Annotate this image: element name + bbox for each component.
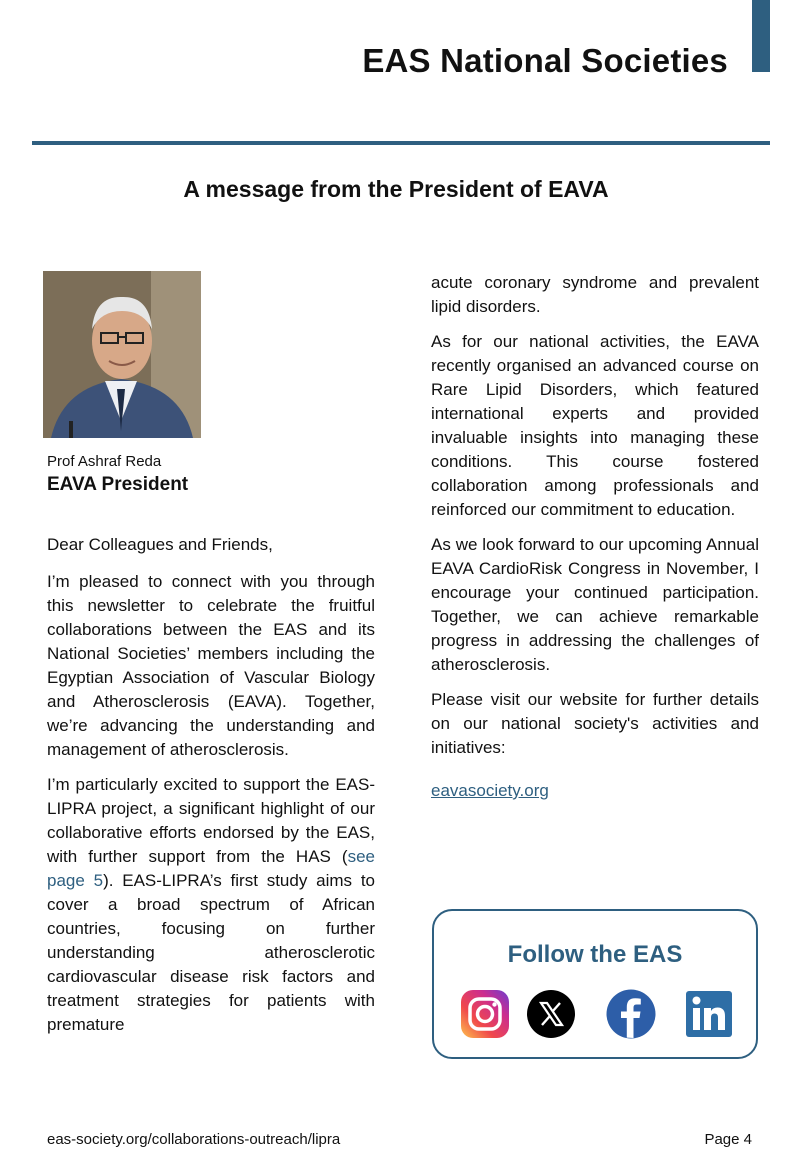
page-header-title: EAS National Societies: [362, 42, 728, 79]
congress-paragraph: As we look forward to our upcoming Annual EAVA CardioRisk Congress in November, I encourage your continued participation. Together, we can achieve remarkable progress in addressing the challenges of atherosclerosis.: [431, 535, 759, 674]
footer-url[interactable]: eas-society.org/collaborations-outreach/lipra: [47, 1131, 341, 1148]
x-icon[interactable]: [526, 989, 576, 1039]
corner-accent-bar: [752, 0, 770, 72]
website-link[interactable]: eavasociety.org: [431, 781, 549, 800]
greeting: Dear Colleagues and Friends,: [47, 535, 273, 554]
activities-paragraph: As for our national activities, the EAVA recently organised an advanced course on Rare Lipid Disorders, which featured international experts and provided invaluable insights into managing these conditions. This course fostered collaboration among professionals and reinforced our commitment to education.: [431, 332, 759, 519]
continuation-paragraph: acute coronary syndrome and prevalent lipid disorders.: [431, 273, 759, 316]
lipra-paragraph: [47, 773, 375, 1037]
president-name: Prof Ashraf Reda: [47, 453, 162, 470]
right-column: [431, 271, 759, 803]
section-title: A message from the President of EAVA: [183, 176, 609, 202]
instagram-icon[interactable]: [460, 989, 510, 1039]
president-title: EAVA President: [47, 474, 189, 495]
follow-box: [432, 909, 758, 1059]
lipra-text-before: I’m particularly excited to support the EAS-LIPRA project, a significant highlight of our collaborative efforts endorsed by the EAS, with further support from the HAS (: [47, 775, 375, 866]
header-divider: [32, 141, 770, 145]
lipra-text-after: ). EAS-LIPRA’s first study aims to cover a broad spectrum of African countries, focusing on further understanding atherosclerotic cardiovascular disease risk factors and treatment strategies for patients with premature: [47, 871, 375, 1034]
left-column: [47, 533, 375, 1048]
president-photo: [43, 271, 201, 438]
page-number: Page 4: [704, 1131, 752, 1148]
facebook-icon[interactable]: [606, 989, 656, 1039]
website-paragraph: Please visit our website for further details on our national society's activities and initiatives:: [431, 690, 759, 757]
follow-title: Follow the EAS: [507, 941, 683, 968]
linkedin-icon[interactable]: [684, 989, 734, 1039]
intro-paragraph: I’m pleased to connect with you through this newsletter to celebrate the fruitful collaborations between the EAS and its National Societies’ members including the Egyptian Association of Vascular Biology and Atherosclerosis (EAVA). Together, we’re advancing the understanding and management of atherosclerosis.: [47, 572, 375, 759]
see-page-5-link[interactable]: see page 5: [47, 847, 375, 890]
